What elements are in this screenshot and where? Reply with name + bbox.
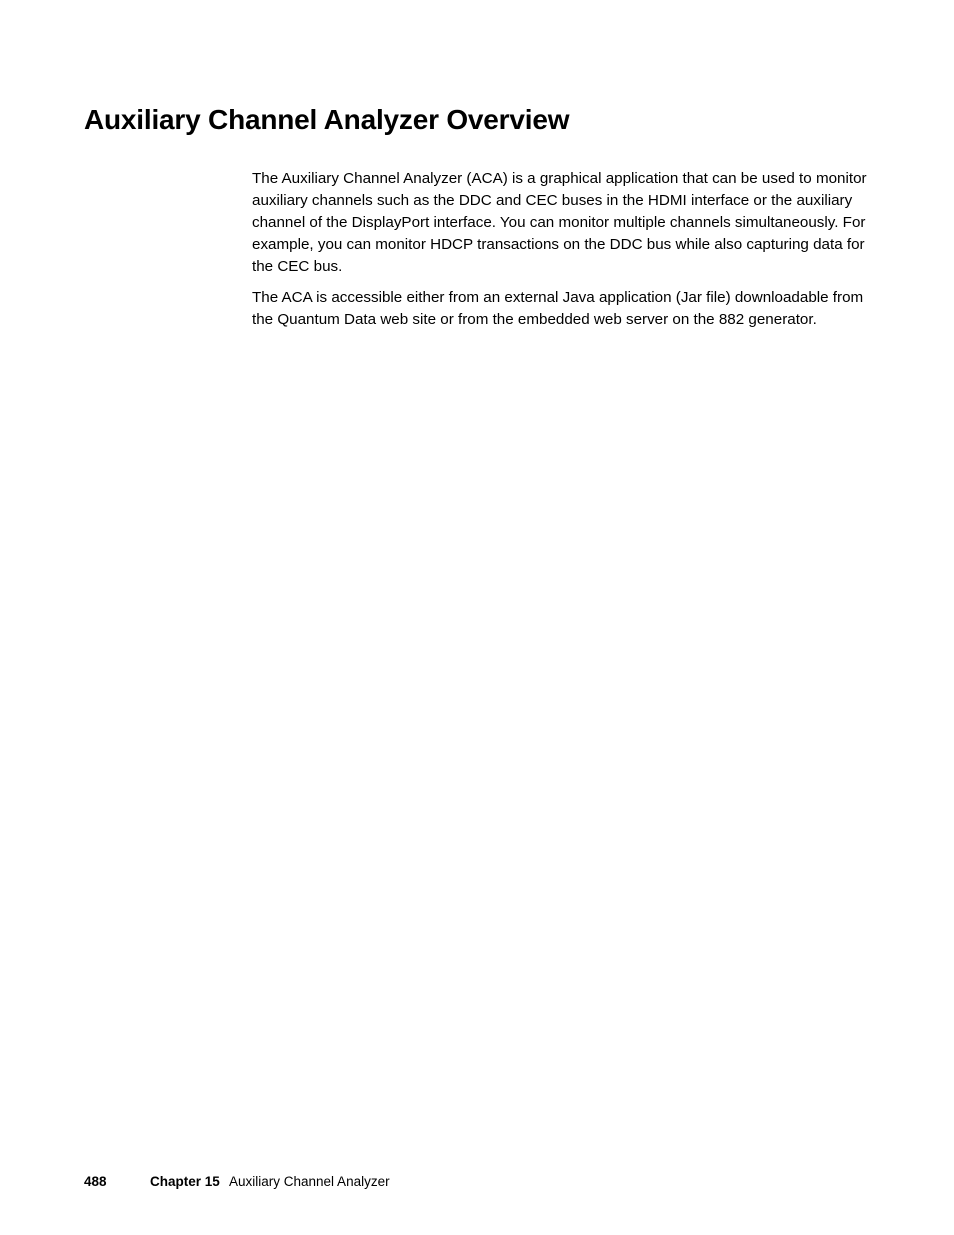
paragraph-intro: The Auxiliary Channel Analyzer (ACA) is a graphical application that can be used to monitor auxiliary channels such as the DDC and CEC buses in the HDMI interface or the auxiliary channel of the DisplayPort interface. You can monitor multiple channels simultaneously. For example, you can monitor HDCP transactions on the DDC bus while also capturing data for the CEC bus.	[252, 170, 867, 275]
page-title: Auxiliary Channel Analyzer Overview	[84, 104, 570, 135]
page-number: 488	[84, 1174, 107, 1189]
paragraph-access: The ACA is accessible either from an external Java application (Jar file) downloadable from the Quantum Data web site or from the embedded web server on the 882 generator.	[252, 289, 864, 328]
chapter-title: Auxiliary Channel Analyzer	[229, 1174, 390, 1189]
body-text	[252, 168, 877, 340]
chapter-label: Chapter 15	[150, 1174, 220, 1189]
